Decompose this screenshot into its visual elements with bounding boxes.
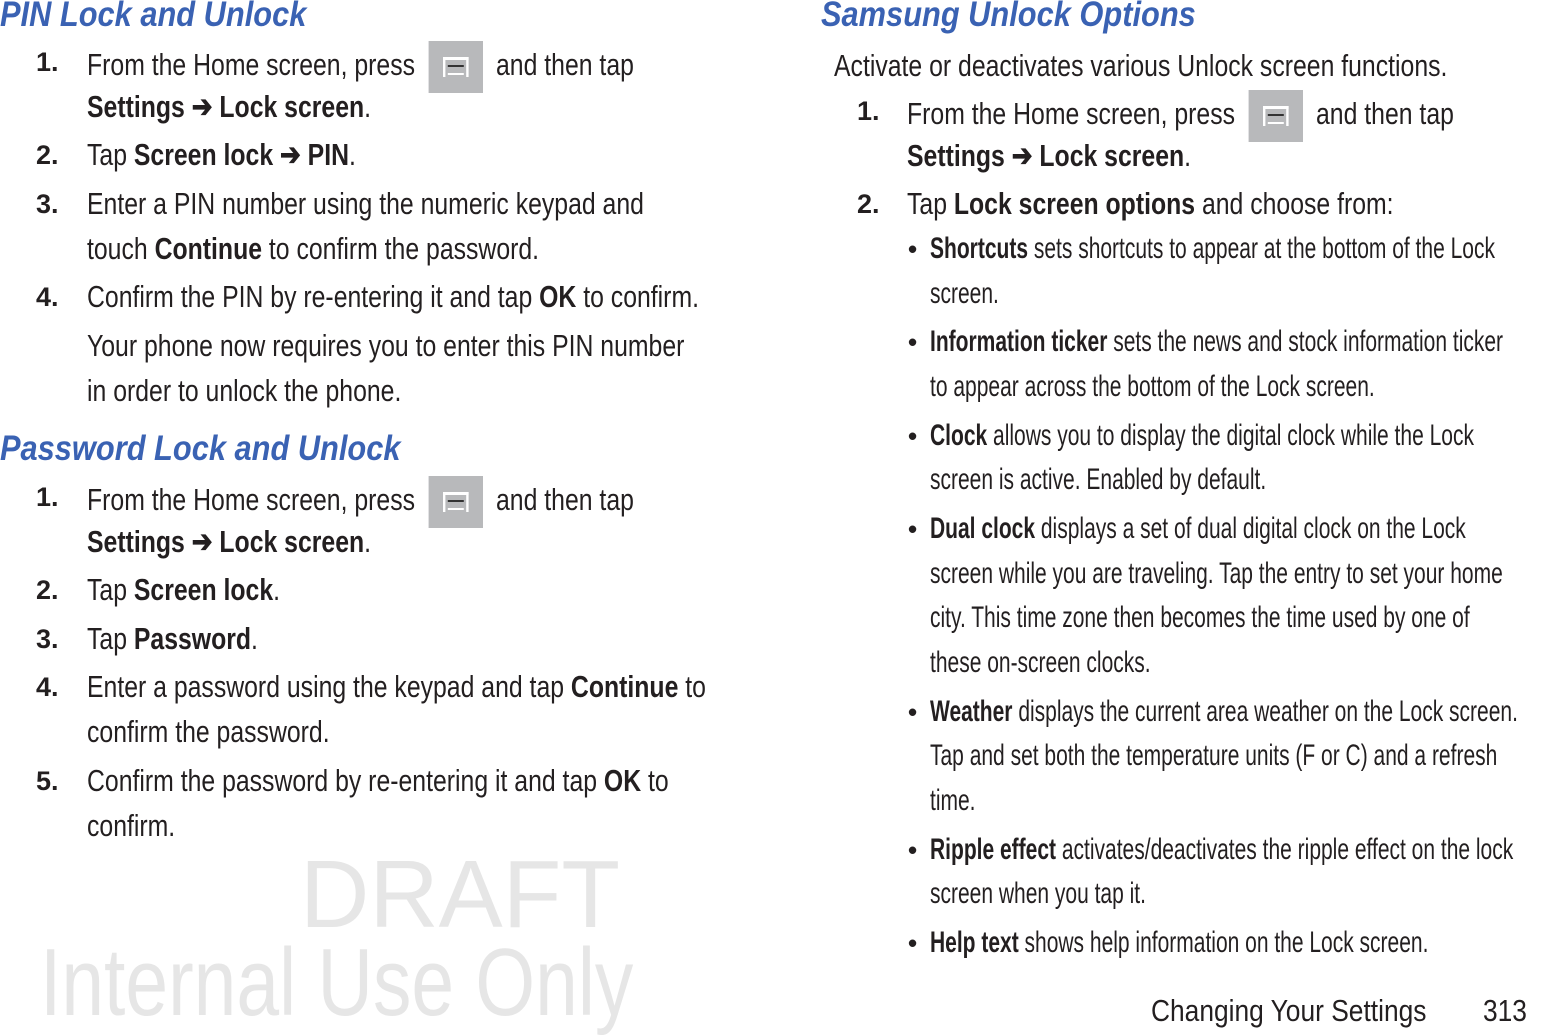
section-heading-pin-lock: PIN Lock and Unlock: [0, 0, 307, 34]
text-run: and then tap: [489, 47, 634, 83]
bold-term: Password: [133, 621, 252, 656]
text-line: [930, 922, 1428, 964]
text-line: [930, 553, 1503, 595]
text-run: screen is active. Enabled by default.: [930, 463, 1267, 496]
watermark-draft: DRAFT: [300, 841, 620, 948]
text-run: sets shortcuts to appear at the bottom of the Lock: [1028, 232, 1495, 265]
bold-term: Continue: [570, 669, 679, 704]
text-line: [907, 183, 1394, 225]
bold-term: Weather: [930, 695, 1013, 728]
text-line: [87, 134, 356, 176]
text-line: [930, 415, 1474, 457]
bold-term: Information ticker: [930, 325, 1108, 358]
text-line: [907, 135, 1191, 177]
text-run: From the Home screen, press: [87, 482, 422, 518]
text-run: .: [251, 621, 258, 656]
step-number: 4.: [36, 672, 59, 702]
step-number: 2.: [36, 140, 59, 170]
text-line: [87, 760, 669, 802]
step-number: 5.: [36, 766, 59, 796]
menu-key-icon: [428, 476, 482, 528]
text-run: and then tap: [1309, 96, 1454, 132]
text-run: Confirm the password by re-entering it and tap: [87, 763, 604, 798]
text-run: From the Home screen, press: [907, 96, 1242, 132]
text-line: [87, 183, 644, 225]
text-run: .: [1184, 138, 1192, 173]
text-line: [930, 228, 1495, 270]
text-line: [87, 521, 371, 563]
bold-term: Clock: [930, 419, 988, 452]
bold-term: Help text: [930, 926, 1019, 959]
bold-term: Screen lock: [133, 572, 274, 607]
text-run: activates/deactivates the ripple effect on the lock: [1056, 833, 1514, 866]
bold-term: Lock screen options: [953, 186, 1196, 221]
bold-term: Dual clock: [930, 512, 1036, 545]
text-run: displays a set of dual digital clock on the Lock: [1035, 512, 1466, 545]
text-line: [87, 228, 539, 270]
text-run: displays the current area weather on the Lock screen.: [1012, 695, 1518, 728]
text-run: allows you to display the digital clock while the Lock: [987, 419, 1474, 452]
text-line: [87, 805, 175, 847]
text-run: to confirm the password.: [262, 231, 540, 266]
text-line: [930, 366, 1375, 408]
text-run: .: [273, 572, 281, 607]
text-run: to: [641, 763, 669, 798]
text-line: [907, 90, 1454, 132]
text-run: Tap: [907, 186, 954, 221]
bold-term: Settings ➔ Lock screen: [907, 138, 1185, 173]
bold-term: Settings ➔ Lock screen: [87, 524, 365, 559]
bold-term: Ripple effect: [930, 833, 1057, 866]
bold-term: OK: [603, 763, 642, 798]
text-line: [87, 618, 258, 660]
text-run: city. This time zone then becomes the time used by one of: [930, 601, 1470, 634]
text-run: and choose from:: [1195, 186, 1394, 221]
text-run: Tap and set both the temperature units (F or C) and a refresh: [930, 739, 1498, 772]
text-line: [930, 273, 999, 315]
text-run: confirm the password.: [87, 714, 330, 749]
note-text: Your phone now requires you to enter this PIN number: [87, 328, 685, 363]
note-text: in order to unlock the phone.: [87, 373, 402, 408]
text-run: these on-screen clocks.: [930, 646, 1151, 679]
text-run: .: [364, 89, 372, 124]
bullet-icon: •: [908, 234, 918, 264]
text-line: [930, 735, 1497, 777]
text-line: [87, 476, 634, 518]
step-number: 3.: [36, 624, 59, 654]
text-run: to confirm.: [576, 279, 699, 314]
bold-term: OK: [539, 279, 577, 314]
text-line: [930, 780, 976, 822]
bullet-icon: •: [908, 327, 918, 357]
text-line: [87, 276, 699, 318]
bold-term: Screen lock ➔ PIN: [133, 137, 350, 172]
text-run: Tap: [87, 621, 134, 656]
text-line: [87, 711, 330, 753]
text-run: shows help information on the Lock screen.: [1018, 926, 1429, 959]
step-number: 1.: [36, 482, 59, 512]
step-number: 2.: [36, 575, 59, 605]
text-run: to appear across the bottom of the Lock screen.: [930, 370, 1375, 403]
text-run: time.: [930, 784, 976, 817]
text-line: [87, 41, 634, 83]
text-run: screen.: [930, 277, 999, 310]
step-number: 1.: [36, 47, 59, 77]
text-line: [930, 459, 1266, 501]
text-line: [930, 597, 1470, 639]
text-run: confirm.: [87, 808, 176, 843]
bullet-icon: •: [908, 835, 918, 865]
text-run: Enter a PIN number using the numeric keypad and: [87, 186, 644, 221]
menu-key-icon: [428, 41, 482, 93]
bullet-icon: •: [908, 421, 918, 451]
bullet-icon: •: [908, 697, 918, 727]
text-run: to: [678, 669, 706, 704]
section-heading-password-lock: Password Lock and Unlock: [0, 429, 401, 468]
step-number: 1.: [857, 96, 880, 126]
text-line: [930, 321, 1503, 363]
text-line: [930, 873, 1146, 915]
footer-section-title: Changing Your Settings: [1151, 993, 1427, 1028]
bullet-icon: •: [908, 514, 918, 544]
text-run: screen while you are traveling. Tap the entry to set your home: [930, 557, 1503, 590]
text-run: Tap: [87, 572, 134, 607]
bold-term: Shortcuts: [930, 232, 1029, 265]
text-run: sets the news and stock information ticker: [1107, 325, 1504, 358]
bold-term: Continue: [154, 231, 263, 266]
text-line: [87, 569, 280, 611]
text-line: [930, 508, 1466, 550]
text-run: and then tap: [489, 482, 634, 518]
intro-text: Activate or deactivates various Unlock screen functions.: [834, 48, 1448, 83]
watermark-internal-use-only: Internal Use Only: [40, 929, 634, 1036]
bold-term: Settings ➔ Lock screen: [87, 89, 365, 124]
step-number: 2.: [857, 189, 880, 219]
text-run: Tap: [87, 137, 134, 172]
text-run: screen when you tap it.: [930, 877, 1146, 910]
text-line: [930, 642, 1151, 684]
text-run: .: [364, 524, 372, 559]
text-run: Confirm the PIN by re-entering it and tap: [87, 279, 540, 314]
text-run: touch: [87, 231, 155, 266]
footer-page-number: 313: [1483, 993, 1527, 1028]
text-run: .: [349, 137, 356, 172]
section-heading-samsung-unlock: Samsung Unlock Options: [821, 0, 1196, 34]
bullet-icon: •: [908, 928, 918, 958]
text-run: Enter a password using the keypad and tap: [87, 669, 571, 704]
text-line: [87, 86, 371, 128]
menu-key-icon: [1248, 90, 1302, 142]
step-number: 4.: [36, 282, 59, 312]
text-line: [930, 829, 1513, 871]
step-number: 3.: [36, 189, 59, 219]
text-line: [87, 666, 706, 708]
text-line: [930, 691, 1518, 733]
text-run: From the Home screen, press: [87, 47, 422, 83]
